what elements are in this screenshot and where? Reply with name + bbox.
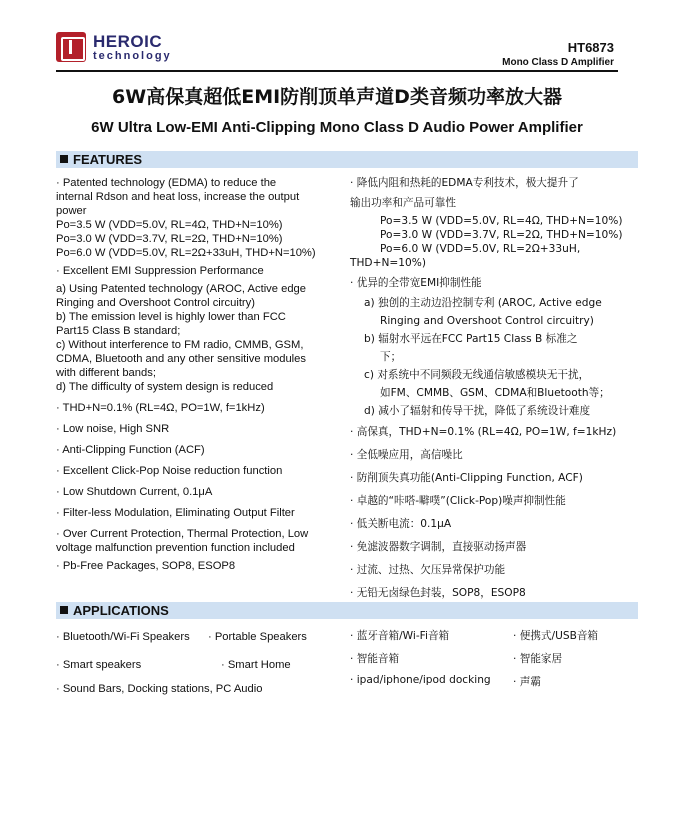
page-header <box>0 0 674 74</box>
feature-line: · 卓越的“咔嗒-噼噗”(Click-Pop)噪声抑制性能 <box>350 495 566 507</box>
application-item: · 便携式/USB音箱 <box>513 630 599 642</box>
features-list-chinese <box>350 176 640 600</box>
feature-line: with different bands; <box>56 367 156 379</box>
application-item: · Bluetooth/Wi-Fi Speakers <box>56 631 190 643</box>
feature-line: CDMA, Bluetooth and any other sensitive modules <box>56 353 306 365</box>
feature-line: c) Without interference to FM radio, CMMB, GSM, <box>56 339 304 351</box>
feature-line: · Over Current Protection, Thermal Protection, Low <box>56 528 309 540</box>
feature-line: d) 减小了辐射和传导干扰，降低了系统设计难度 <box>364 405 591 417</box>
feature-line: b) The emission level is highly lower than FCC <box>56 311 286 323</box>
feature-line: · Low noise, High SNR <box>56 423 170 435</box>
feature-line: · Low Shutdown Current, 0.1μA <box>56 486 213 498</box>
feature-line: · Filter-less Modulation, Eliminating Output Filter <box>56 507 295 519</box>
bullet-square-icon <box>60 606 68 614</box>
feature-line: · THD+N=0.1% (RL=4Ω, PO=1W, f=1kHz) <box>56 402 265 414</box>
feature-line: · 过流、过热、欠压异常保护功能 <box>350 564 506 576</box>
feature-line: · Pb-Free Packages, SOP8, ESOP8 <box>56 560 236 572</box>
feature-line: internal Rdson and heat loss, increase the output <box>56 191 300 203</box>
features-heading-text: FEATURES <box>73 152 143 167</box>
feature-line: Part15 Class B standard; <box>56 325 181 337</box>
feature-line: a) Using Patented technology (AROC, Active edge <box>56 283 306 295</box>
feature-line: d) The difficulty of system design is reduced <box>56 381 274 393</box>
part-number: HT6873 <box>567 40 614 55</box>
feature-line: · 优异的全带宽EMI抑制性能 <box>350 277 482 289</box>
feature-line: a) 独创的主动边沿控制专利 (AROC, Active edge <box>364 297 602 309</box>
feature-line: Ringing and Overshoot Control circuitry) <box>56 297 255 309</box>
feature-line: · Anti-Clipping Function (ACF) <box>56 444 205 456</box>
feature-line: power <box>56 205 87 217</box>
application-item: · Sound Bars, Docking stations, PC Audio <box>56 683 263 695</box>
feature-line: 下； <box>380 351 402 363</box>
title-english: 6W Ultra Low-EMI Anti-Clipping Mono Class D Audio Power Amplifier <box>91 119 583 136</box>
feature-line: b) 辐射水平远在FCC Part15 Class B 标准之 <box>364 333 578 345</box>
feature-line: THD+N=10%) <box>350 257 426 269</box>
feature-line: Po=3.0 W (VDD=3.7V, RL=2Ω, THD+N=10%) <box>56 233 283 245</box>
feature-line: Po=6.0 W (VDD=5.0V, RL=2Ω+33uH, THD+N=10%) <box>56 247 316 259</box>
heroic-logo-icon <box>56 32 86 62</box>
feature-line: 输出功率和产品可靠性 <box>350 197 456 209</box>
application-item: · 智能音箱 <box>350 653 400 665</box>
application-item: · 蓝牙音箱/Wi-Fi音箱 <box>350 630 450 642</box>
feature-line: Po=3.5 W (VDD=5.0V, RL=4Ω, THD+N=10%) <box>380 215 623 227</box>
feature-line: · 低关断电流：0.1μA <box>350 518 452 530</box>
feature-line: Po=3.5 W (VDD=5.0V, RL=4Ω, THD+N=10%) <box>56 219 283 231</box>
feature-line: · 全低噪应用，高信噪比 <box>350 449 463 461</box>
feature-line: · 防削顶失真功能(Anti-Clipping Function, ACF) <box>350 472 583 484</box>
feature-line: Po=6.0 W (VDD=5.0V, RL=2Ω+33uH, <box>380 243 581 255</box>
applications-heading-text: APPLICATIONS <box>73 603 169 618</box>
brand-name: HEROIC <box>93 32 163 51</box>
feature-line: · 降低内阻和热耗的EDMA专利技术，极大提升了 <box>350 177 579 189</box>
feature-line: · Excellent EMI Suppression Performance <box>56 265 264 277</box>
feature-line: · Patented technology (EDMA) to reduce the <box>56 177 277 189</box>
feature-line: voltage malfunction prevention function included <box>56 542 295 554</box>
feature-line: · 免滤波器数字调制，直接驱动扬声器 <box>350 541 527 553</box>
features-list-english <box>56 176 341 573</box>
part-description: Mono Class D Amplifier <box>502 57 614 68</box>
feature-line: Po=3.0 W (VDD=3.7V, RL=2Ω, THD+N=10%) <box>380 229 623 241</box>
application-item: · Portable Speakers <box>208 631 307 643</box>
title-chinese: 6W高保真超低EMI防削顶单声道D类音频功率放大器 <box>112 86 562 108</box>
feature-line: 如FM、CMMB、GSM、CDMA和Bluetooth等； <box>380 387 610 399</box>
application-item: · Smart speakers <box>56 659 142 671</box>
features-heading <box>56 151 638 168</box>
feature-line: · 无铅无卤绿色封装，SOP8，ESOP8 <box>350 587 526 599</box>
brand-subtitle: technology <box>93 50 172 62</box>
bullet-square-icon <box>60 155 68 163</box>
header-divider <box>56 70 618 72</box>
feature-line: Ringing and Overshoot Control circuitry) <box>380 315 594 327</box>
application-item: · ipad/iphone/ipod docking <box>350 674 491 686</box>
application-item: · 声霸 <box>513 676 541 688</box>
feature-line: · 高保真，THD+N=0.1% (RL=4Ω, PO=1W, f=1kHz) <box>350 426 617 438</box>
applications-heading <box>56 602 638 619</box>
application-item: · 智能家居 <box>513 653 563 665</box>
feature-line: c) 对系统中不同频段无线通信敏感模块无干扰， <box>364 369 590 381</box>
application-item: · Smart Home <box>221 659 291 671</box>
feature-line: · Excellent Click-Pop Noise reduction function <box>56 465 283 477</box>
